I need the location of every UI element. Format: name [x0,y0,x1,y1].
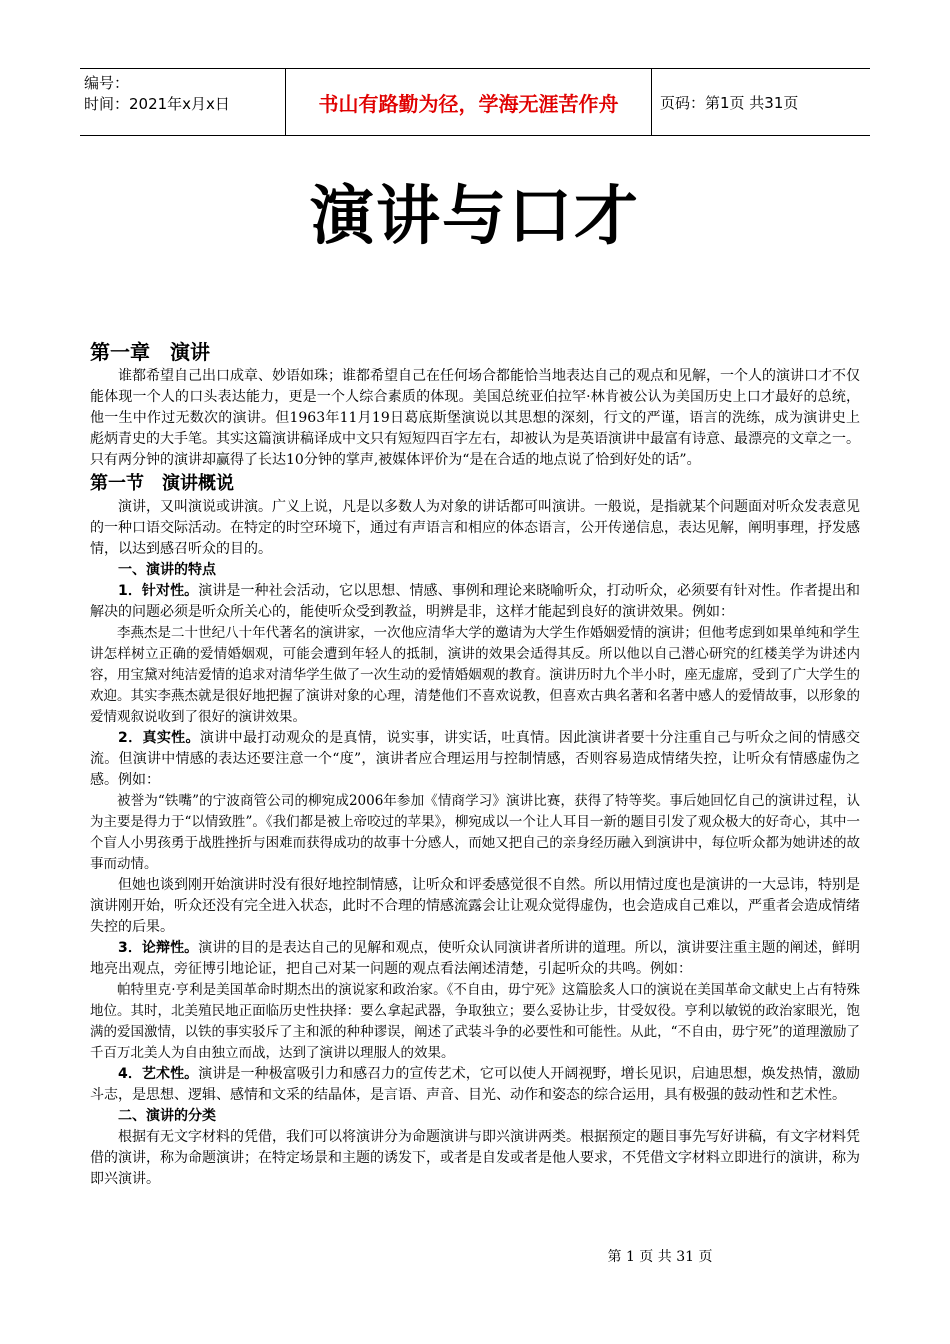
feature-text: 演讲是一种极富吸引力和感召力的宣传艺术，它可以使人开阔视野，增长见识，启迪思想，焕发热情，激励斗志，是思想、逻辑、感情和文采的结晶体，是言语、声音、目光、动作和姿态的综合运用，具有极强的鼓动性和艺术性。 [90,1066,860,1103]
header-page-info: 页码：第1页 共31页 [660,93,799,112]
feature-argumentation [90,938,860,980]
definition-paragraph: 演讲，又叫演说或讲演。广义上说，凡是以多数人为对象的讲话都可叫演讲。一般说，是指就某个问题面对听众发表意见的一种口语交际活动。在特定的时空环境下，通过有声语言和相应的体态语言，公开传递信息，表达见解，阐明事理，抒发感情，以达到感召听众的目的。 [90,499,860,557]
feature-label: 3．论辩性。 [118,940,199,956]
subheading-classification: 二、演讲的分类 [118,1108,216,1124]
section-title: 第一节 演讲概说 [90,473,234,494]
document-body [90,338,860,1190]
document-number-label: 编号： [84,74,130,92]
document-title: 演讲与口才 [310,180,640,254]
feature-targeting [90,581,860,623]
feature-label: 4．艺术性。 [118,1066,199,1082]
feature-label: 2．真实性。 [118,730,200,746]
page-footer: 第 1 页 共 31 页 [607,1249,713,1265]
example-liu-wancheng: 被誉为“铁嘴”的宁波商管公司的柳宛成2006年参加《情商学习》演讲比赛，获得了特等奖。事后她回忆自己的演讲过程，认为主要是得力于“以情致胜”。《我们都是被上帝咬过的苹果》，柳宛成以一个让人耳目一新的题目引发了观众极大的好奇心，其中一个盲人小男孩勇于战胜挫折与困难而获得成功的故事十分感人，而她又把自己的亲身经历融入到演讲中，每位听众都为她讲述的故事而动情。 [90,793,860,872]
subheading-features: 一、演讲的特点 [118,562,216,578]
chapter-title: 第一章 演讲 [90,340,210,364]
feature-text: 演讲是一种社会活动，它以思想、情感、事例和理论来晓喻听众，打动听众，必须要有针对性。作者提出和解决的问题必须是听众所关心的，能使听众受到教益，明辨是非，这样才能起到良好的演讲效果。例如： [90,583,860,620]
header-motto: 书山有路勤为径，学海无涯苦作舟 [285,69,652,135]
feature-text: 演讲中最打动观众的是真情，说实事，讲实话，吐真情。因此演讲者要十分注重自己与听众之间的情感交流。但演讲中情感的表达还要注意一个“度”，演讲者应合理运用与控制情感，否则容易造成情绪失控，让听众有情感虚伪之感。例如： [90,730,860,788]
classification-paragraph: 根据有无文字材料的凭借，我们可以将演讲分为命题演讲与即兴演讲两类。根据预定的题目事先写好讲稿，有文字材料凭借的演讲，称为命题演讲；在特定场景和主题的诱发下，或者是自发或者是他人要求，不凭借文字材料立即进行的演讲，称为即兴演讲。 [90,1129,860,1187]
feature-label: 1．针对性。 [118,583,199,599]
authenticity-followup: 但她也谈到刚开始演讲时没有很好地控制情感，让听众和评委感觉很不自然。所以用情过度也是演讲的一大忌讳，特别是演讲刚开始，听众还没有完全进入状态，此时不合理的情感流露会让让观众觉得虚伪，也会造成自己难以，严重者会造成情绪失控的后果。 [90,877,860,935]
feature-artistry [90,1064,860,1106]
example-patrick-henry: 帕特里克·亨利是美国革命时期杰出的演说家和政治家。《不自由，毋宁死》这篇脍炙人口的演说在美国革命文献史上占有特殊地位。其时，北美殖民地正面临历史性抉择：要么拿起武器，争取独立；要么妥协让步，甘受奴役。亨利以敏锐的政治家眼光，饱满的爱国激情，以铁的事实驳斥了主和派的种种谬误，阐述了武装斗争的必要性和可能性。从此，“不自由，毋宁死”的道理激励了千百万北美人为自由独立而战，达到了演讲以理服人的效果。 [90,982,860,1061]
document-time: 时间：2021年x月x日 [84,95,230,113]
page-header [80,68,870,136]
feature-text: 演讲的目的是表达自己的见解和观点，使听众认同演讲者所讲的道理。所以，演讲要注重主题的阐述，鲜明地亮出观点，旁征博引地论证，把自己对某一问题的观点看法阐述清楚，引起听众的共鸣。例如： [90,940,860,977]
example-li-yanjie: 李燕杰是二十世纪八十年代著名的演讲家，一次他应清华大学的邀请为大学生作婚姻爱情的演讲；但他考虑到如果单纯和学生讲怎样树立正确的爱情婚姻观，可能会遭到年轻人的抵制，演讲的效果会适得其反。所以他以自己潜心研究的红楼美学为讲述内容，用宝黛对纯洁爱情的追求对清华学生做了一次生动的爱情婚姻观的教育。演讲历时九个半小时，座无虚席，受到了广大学生的欢迎。其实李燕杰就是很好地把握了演讲对象的心理，清楚他们不喜欢说教，但喜欢古典名著和名著中感人的爱情故事，以形象的爱情观叙说收到了很好的演讲效果。 [90,625,860,725]
header-meta [80,69,285,135]
feature-authenticity [90,728,860,791]
intro-paragraph: 谁都希望自己出口成章、妙语如珠；谁都希望自己在任何场合都能恰当地表达自己的观点和见解，一个人的演讲口才不仅能体现一个人的口头表达能力，更是一个人综合素质的体现。美国总统亚伯拉罕·林肯被公认为美国历史上口才最好的总统，他一生中作过无数次的演讲。但1963年11月19日葛底斯堡演说以其思想的深刻，行文的严谨，语言的洗练，成为演讲史上彪炳青史的大手笔。其实这篇演讲稿译成中文只有短短四百字左右，却被认为是英语演讲中最富有诗意、最漂亮的文章之一。只有两分钟的演讲却赢得了长达10分钟的掌声,被媒体评价为“是在合适的地点说了恰到好处的话”。 [90,368,860,468]
